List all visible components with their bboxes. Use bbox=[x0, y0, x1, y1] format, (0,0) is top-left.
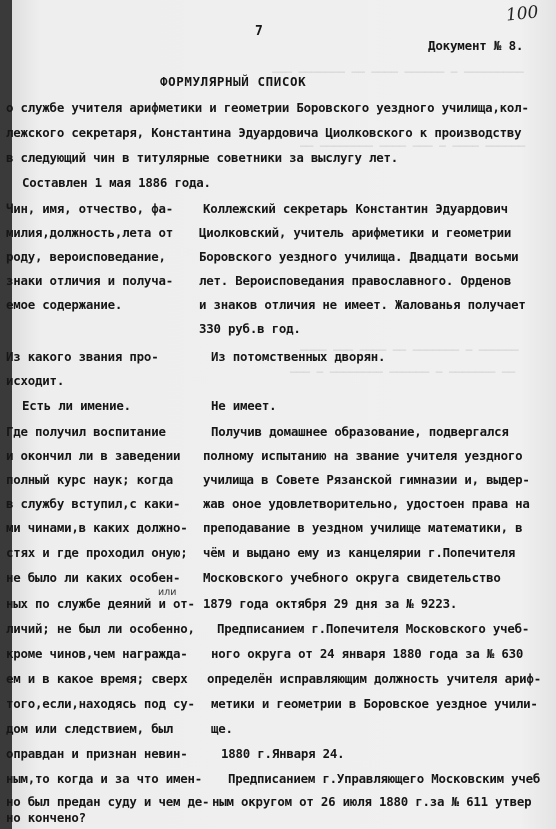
left-column-line: ных по службе деяний и от- bbox=[6, 596, 195, 611]
left-column-line: не было ли каких особен- bbox=[6, 570, 181, 585]
intro-line: лежского секретаря, Константина Эдуардовича Циолковского к производству bbox=[6, 125, 522, 140]
right-column-line: 330 руб.в год. bbox=[199, 321, 301, 336]
left-column-line: знаки отличия и получа- bbox=[6, 273, 173, 288]
left-column-line: Есть ли имение. bbox=[22, 398, 131, 413]
left-column-line: и окончил ли в заведении bbox=[6, 448, 181, 463]
bleed-through: ──── ─── ──── ── ─────── ─ ────── bbox=[300, 344, 519, 357]
right-column-line: и знаков отличия не имеет. Жалованья получает bbox=[199, 297, 526, 312]
right-column-line: Предписанием г.Попечителя Московского учеб- bbox=[217, 621, 530, 636]
left-column-line: роду, вероисповедание, bbox=[6, 249, 166, 264]
document-number: Документ № 8. bbox=[428, 38, 524, 53]
compiled-date: Составлен 1 мая 1886 года. bbox=[22, 175, 211, 190]
left-column-line: в службу вступил,с каки- bbox=[6, 496, 181, 511]
left-column-line: полный курс наук; когда bbox=[6, 472, 173, 487]
left-column-line: емое содержание. bbox=[6, 297, 123, 312]
right-column-line: преподавание в уездном училище математики, в bbox=[203, 520, 523, 535]
margin-note: или bbox=[158, 587, 177, 598]
right-column-line: Московского учебного округа свидетельство bbox=[203, 570, 501, 585]
right-column-line: лет. Вероисповедания православного. Орденов bbox=[199, 273, 512, 288]
right-column-line: ного округа от 24 января 1880 года за № 630 bbox=[211, 646, 524, 661]
left-column-line: но был предан суду и чем де- bbox=[6, 794, 210, 809]
bleed-through: ─── ─────── ── ──── ────── ─ ───────── bbox=[272, 66, 524, 79]
intro-line: в следующий чин в титулярные советники за выслугу лет. bbox=[6, 150, 399, 165]
right-column-line: Получив домашнее образование, подвергался bbox=[211, 424, 509, 439]
right-column-line: Боровского уездного училища. Двадцати восьми bbox=[199, 249, 519, 264]
left-column-line: ми чинами,в каких должно- bbox=[6, 520, 188, 535]
right-column-line: жав оное удовлетворительно, удостоен права на bbox=[203, 496, 530, 511]
left-column-line: ем и в какое время; сверх bbox=[6, 671, 188, 686]
left-column-line: но кончено? bbox=[6, 810, 86, 825]
left-column-line: дом или следствием, был bbox=[6, 721, 173, 736]
right-column-line: чём и выдано ему из канцелярии г.Попечителя bbox=[203, 545, 516, 560]
right-column-line: Коллежский секретарь Константин Эдуардович bbox=[203, 201, 508, 216]
right-column-line: полному испытанию на звание учителя уездного bbox=[203, 448, 523, 463]
right-column-line: определён исправляющим должность учителя ариф- bbox=[207, 671, 541, 686]
intro-line: о службе учителя арифметики и геометрии Боровского уездного училища,кол- bbox=[6, 100, 529, 115]
right-column-line: Из потомственных дворян. bbox=[211, 349, 386, 364]
left-column-line: милия,должность,лета от bbox=[6, 225, 173, 240]
right-column-line: ным округом от 26 июля 1880 г.за № 611 утвер bbox=[212, 794, 532, 809]
right-column-line: Предписанием г.Управляющего Московским учеб bbox=[228, 771, 541, 786]
document-title: ФОРМУЛЯРНЫЙ СПИСОК bbox=[160, 74, 307, 89]
bleed-through: ─── ─ ──────── ────── ─ ─────── ── bbox=[290, 366, 516, 379]
right-column-line: Циолковский, учитель арифметики и геометрии bbox=[199, 225, 512, 240]
left-column-line: Чин, имя, отчество, фа- bbox=[6, 201, 173, 216]
right-column-line: метики и геометрии в Боровское уездное учили- bbox=[211, 696, 538, 711]
bleed-through: ── ──────── ──── ─── ─ ──── ────── bbox=[300, 140, 526, 153]
right-column-line: 1879 года октября 29 дня за № 9223. bbox=[203, 596, 458, 611]
left-column-line: ным,то когда и за что имен- bbox=[6, 771, 203, 786]
right-column-line: 1880 г.Января 24. bbox=[221, 746, 345, 761]
left-column-line: Где получил воспитание bbox=[6, 424, 166, 439]
left-column-line: личий; не был ли особенно, bbox=[6, 621, 195, 636]
page-number: 7 bbox=[255, 24, 263, 39]
right-column-line: ще. bbox=[211, 721, 233, 736]
left-column-line: стях и где проходил оную; bbox=[6, 545, 188, 560]
right-column-line: училища в Совете Рязанской гимназии и, выдер- bbox=[203, 472, 530, 487]
handwritten-number: 100 bbox=[505, 2, 540, 26]
left-column-line: исходит. bbox=[6, 373, 65, 388]
left-column-line: оправдан и признан невин- bbox=[6, 746, 188, 761]
left-column-line: того,если,находясь под су- bbox=[6, 696, 195, 711]
left-column-line: кроме чинов,чем награжда- bbox=[6, 646, 188, 661]
left-column-line: Из какого звания про- bbox=[6, 349, 159, 364]
right-column-line: Не имеет. bbox=[211, 398, 277, 413]
